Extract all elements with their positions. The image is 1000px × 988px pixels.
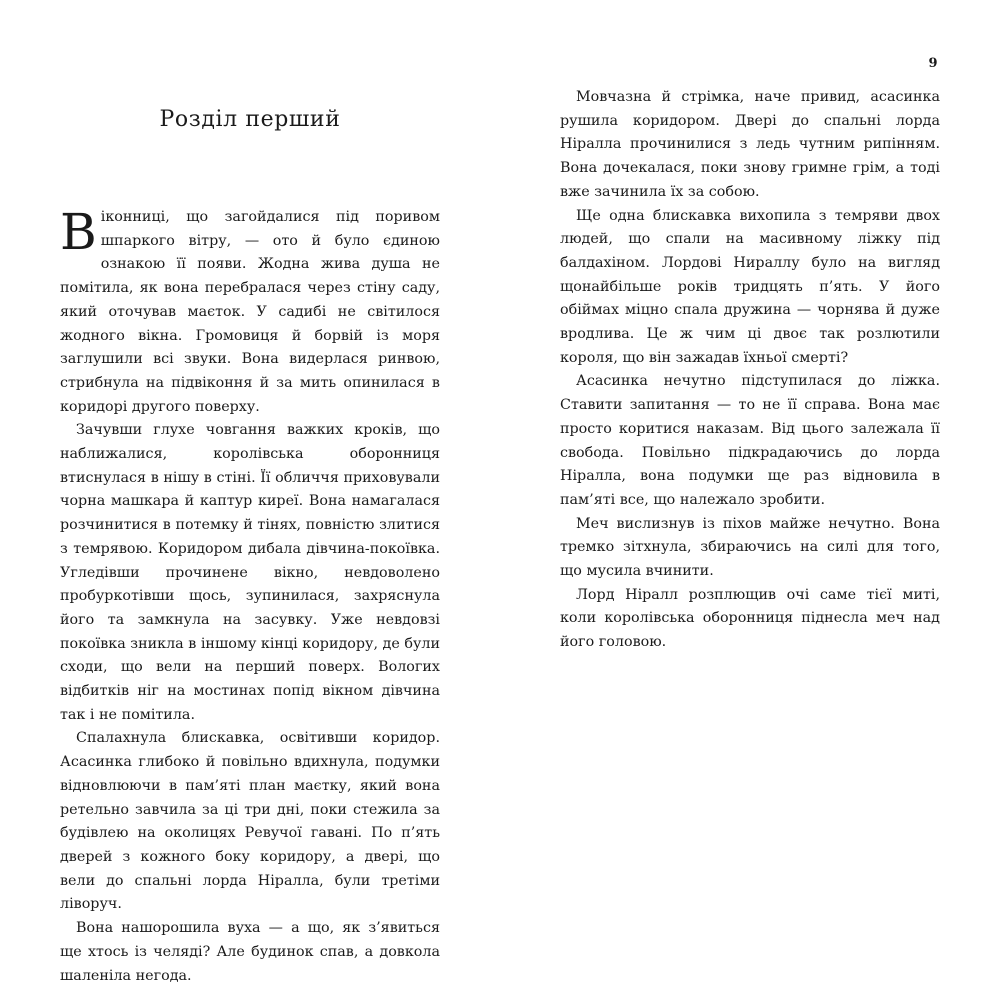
page-number: 9 <box>928 56 938 71</box>
paragraph-2: Зачувши глухе човгання важких кроків, що наближалися, королівська оборонниця втиснулася в нішу в стіні. Її обличчя приховували чорна машкара й каптур киреї. Вона намагалася розчинитися в потемку й тінях, повністю злитися з темрявою. Коридором дибала дівчина-покоївка. Угледівши прочинене вікно, невдоволено пробуркотівши щось, зупинилася, захряснула його та замкнула на засувку. Уже невдовзі покоївка зникла в іншому кінці коридору, де були сходи, що вели на перший поверх. Вологих відбитків ніг на мостинах попід вікном дівчина так і не помітила. <box>60 422 440 723</box>
chapter-title: Розділ перший <box>159 107 341 132</box>
paragraph-1-text: іконниці, що загойдалися під поривом шпаркого вітру, — ото й було єдиною ознакою її появи. Жодна жива душа не помітила, як вона перебралася через стіну саду, який оточував маєток. У садибі не світилося жодного вікна. Громовиця й борвій із моря заглушили всі звуки. Вона видерлася ринвою, стрибнула на підвіконня й за мить опинилася в коридорі другого поверху. <box>60 209 440 415</box>
right-page <box>560 0 940 760</box>
paragraph-5: Мовчазна й стрімка, наче привид, асасинка рушила коридором. Двері до спальні лорда Ніралла прочинилися з ледь чутним рипінням. Вона дочекалася, поки знову гримне грім, а тоді вже зачинила їх за собою. <box>560 89 940 200</box>
paragraph-4: Вона нашорошила вуха — а що, як з’явиться ще хтось із челяді? Але будинок спав, а довкола шаленіла негода. <box>60 920 440 984</box>
left-page <box>60 0 440 984</box>
paragraph-1 <box>60 203 440 419</box>
drop-cap: В <box>60 203 97 261</box>
paragraph-8: Меч вислизнув із піхов майже нечутно. Вона тремко зітхнула, збираючись на силі для того, що мусила вчинити. <box>560 515 940 580</box>
paragraph-9: Лорд Ніралл розплющив очі саме тієї миті, коли королівська оборонниця піднесла меч над його головою. <box>560 586 940 651</box>
paragraph-6: Ще одна блискавка вихопила з темряви двох людей, що спали на масивному ліжку під балдахіном. Лордові Нираллу було на вигляд щонайбільше років тридцять п’ять. У його обіймах міцно спала дружина — чорнява й дуже вродлива. Це ж чим ці двоє так розлютили короля, що він зажадав їхньої смерті? <box>560 207 940 366</box>
right-page-text <box>560 86 940 655</box>
paragraph-7: Асасинка нечутно підступилася до ліжка. Ставити запитання — то не її справа. Вона має просто коритися наказам. Від цього залежала її свобода. Повільно підкрадаючись до лорда Ніралла, вона подумки ще раз відновила в пам’яті все, що належало зробити. <box>560 373 940 508</box>
paragraph-3: Спалахнула блискавка, освітивши коридор. Асасинка глибоко й повільно вдихнула, подумки відновлюючи в пам’яті план маєтку, який вона ретельно завчила за ці три дні, поки стежила за будівлею на околицях Ревучої гавані. По п’ять дверей з кожного боку коридору, а двері, що вели до спальні лорда Ніралла, були третіми ліворуч. <box>60 730 440 913</box>
left-page-text <box>60 203 440 988</box>
